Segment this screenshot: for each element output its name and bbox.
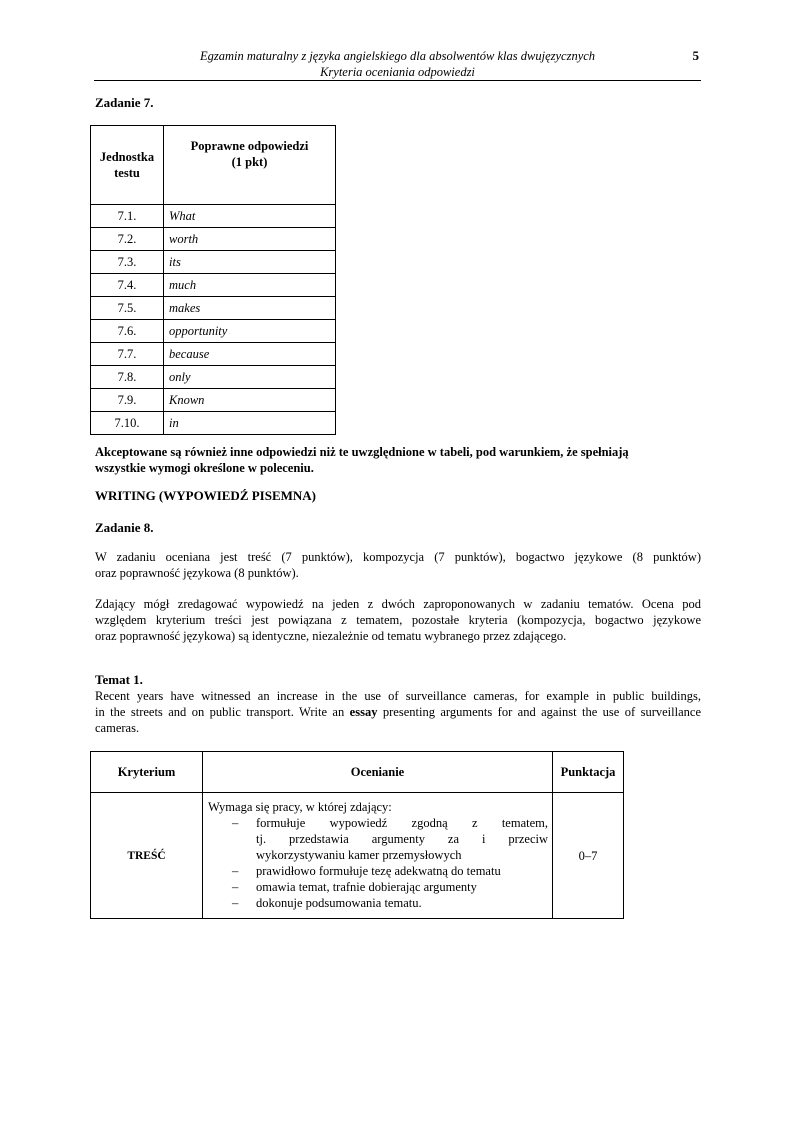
topic1-heading: Temat 1. — [95, 672, 143, 687]
topic1-prompt — [95, 688, 701, 736]
correct-answer-cell: Known — [164, 389, 336, 412]
task8-heading: Zadanie 8. — [95, 520, 154, 535]
answer-row — [91, 366, 336, 389]
requirement-item — [208, 815, 548, 863]
header-correct-answers — [164, 126, 336, 205]
correct-answer-cell: worth — [164, 228, 336, 251]
acceptance-note-line2: wszystkie wymogi określone w poleceniu. — [95, 461, 314, 475]
answer-row — [91, 412, 336, 435]
topic1-prompt-line2-post: presenting arguments for and against the use of surveillance — [377, 705, 701, 719]
answer-row — [91, 251, 336, 274]
test-unit-cell: 7.4. — [91, 274, 164, 297]
page-header — [94, 48, 701, 81]
answer-key-table — [90, 125, 336, 435]
topic1-prompt-line2-pre: in the streets and on public transport. Write an — [95, 705, 350, 719]
answer-row — [91, 205, 336, 228]
header-test-unit-line2: testu — [114, 166, 140, 180]
answer-row — [91, 343, 336, 366]
correct-answer-cell: its — [164, 251, 336, 274]
test-unit-cell: 7.7. — [91, 343, 164, 366]
header-test-unit-line1: Jednostka — [99, 150, 155, 164]
answer-row — [91, 297, 336, 320]
list-dash: – — [232, 864, 239, 878]
answer-row — [91, 228, 336, 251]
requirement-item-line3: wykorzystywaniu kamer przemysłowych — [256, 848, 462, 862]
topic-choice-paragraph — [95, 596, 701, 644]
topic-choice-paragraph-line1: Zdający mógł zredagować wypowiedź na jeden z dwóch zaproponowanych w zadaniu tematów. Ocena pod — [95, 597, 701, 611]
header-correct-answers-line2: (1 pkt) — [231, 155, 268, 169]
test-unit-cell: 7.9. — [91, 389, 164, 412]
criterion-description — [203, 793, 553, 919]
header-criterion: Kryterium — [91, 752, 203, 793]
header-correct-answers-line1: Poprawne odpowiedzi — [190, 139, 309, 153]
answer-row — [91, 320, 336, 343]
acceptance-note-line1: Akceptowane są również inne odpowiedzi niż te uwzględnione w tabeli, pod warunkiem, że spełniają — [95, 445, 629, 459]
criteria-row-content — [91, 793, 624, 919]
header-assessment: Ocenianie — [203, 752, 553, 793]
criterion-intro: Wymaga się pracy, w której zdający: — [208, 800, 392, 814]
test-unit-cell: 7.10. — [91, 412, 164, 435]
test-unit-cell: 7.6. — [91, 320, 164, 343]
requirement-item — [208, 863, 548, 879]
answer-row — [91, 274, 336, 297]
correct-answer-cell: What — [164, 205, 336, 228]
criteria-table — [90, 751, 624, 919]
correct-answer-cell: makes — [164, 297, 336, 320]
topic1-prompt-essay-word: essay — [349, 705, 378, 719]
list-dash: – — [232, 896, 239, 910]
criterion-name: TREŚĆ — [91, 793, 203, 919]
topic-choice-paragraph-line3: oraz poprawność językowa) są identyczne, niezależnie od tematu wybranego przez zdającego. — [95, 629, 567, 643]
test-unit-cell: 7.5. — [91, 297, 164, 320]
scoring-paragraph-line2: oraz poprawność językowa (8 punktów). — [95, 566, 299, 580]
acceptance-note — [95, 444, 701, 476]
answer-row — [91, 389, 336, 412]
requirement-item — [208, 879, 548, 895]
test-unit-cell: 7.3. — [91, 251, 164, 274]
list-dash: – — [232, 880, 239, 894]
header-title: Egzamin maturalny z języka angielskiego dla absolwentów klas dwujęzycznych — [199, 49, 596, 63]
header-subtitle: Kryteria oceniania odpowiedzi — [320, 65, 475, 79]
scoring-paragraph — [95, 549, 701, 581]
requirement-item-text: prawidłowo formułuje tezę adekwatną do tematu — [256, 864, 501, 878]
requirement-item-text: dokonuje podsumowania tematu. — [256, 896, 422, 910]
answer-table-header-row — [91, 126, 336, 205]
correct-answer-cell: only — [164, 366, 336, 389]
test-unit-cell: 7.8. — [91, 366, 164, 389]
correct-answer-cell: in — [164, 412, 336, 435]
task7-heading: Zadanie 7. — [95, 95, 154, 110]
topic1-prompt-line3: cameras. — [95, 721, 140, 735]
writing-heading: WRITING (WYPOWIEDŹ PISEMNA) — [95, 488, 317, 503]
test-unit-cell: 7.1. — [91, 205, 164, 228]
requirement-item-line1: formułuje wypowiedź zgodną z tematem, — [256, 816, 548, 830]
criteria-header-row — [91, 752, 624, 793]
requirement-item-text: omawia temat, trafnie dobierając argumenty — [256, 880, 477, 894]
criterion-points: 0–7 — [553, 793, 624, 919]
test-unit-cell: 7.2. — [91, 228, 164, 251]
header-test-unit — [91, 126, 164, 205]
correct-answer-cell: opportunity — [164, 320, 336, 343]
criterion-requirements-list — [208, 815, 548, 911]
page-number: 5 — [692, 48, 699, 63]
correct-answer-cell: because — [164, 343, 336, 366]
header-points: Punktacja — [553, 752, 624, 793]
scoring-paragraph-line1: W zadaniu oceniana jest treść (7 punktów), kompozycja (7 punktów), bogactwo językowe (8 punktów) — [95, 550, 701, 564]
topic1-prompt-line2 — [95, 704, 701, 720]
requirement-item-line2: tj. przedstawia argumenty za i przeciw — [256, 832, 548, 846]
list-dash: – — [232, 816, 239, 830]
correct-answer-cell: much — [164, 274, 336, 297]
topic1-prompt-line1: Recent years have witnessed an increase in the use of surveillance cameras, for example in public buildings, — [95, 689, 701, 703]
topic-choice-paragraph-line2: względem kryterium treści jest powiązana z tematem, pozostałe kryteria (kompozycja, bogactwo językowe — [95, 613, 701, 627]
requirement-item — [208, 895, 548, 911]
